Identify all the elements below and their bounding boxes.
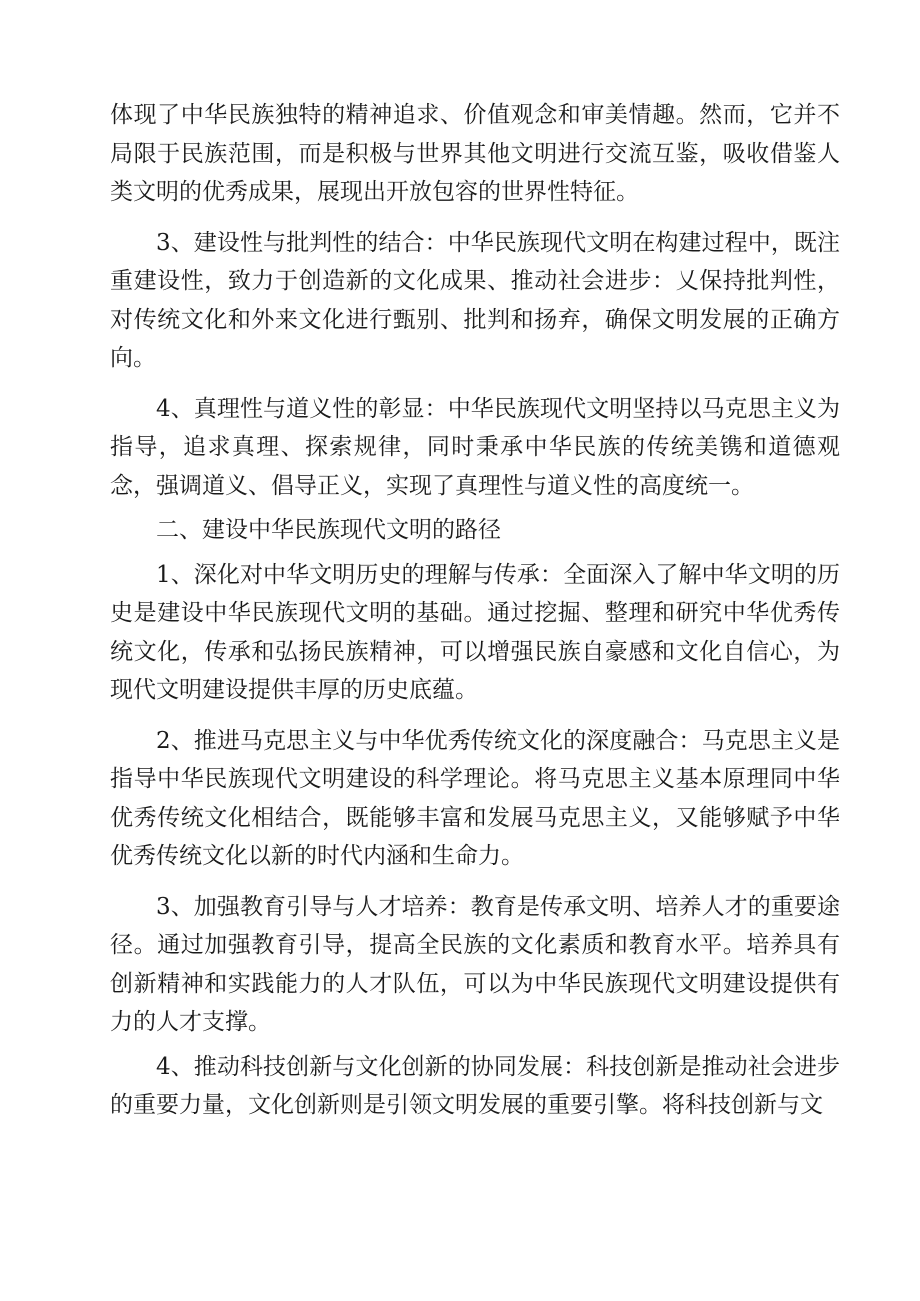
document-body xyxy=(110,96,840,1125)
section-heading-paths: 二、建设中华民族现代文明的路径 xyxy=(156,517,501,543)
paragraph-path-innovation: 4、推动科技创新与文化创新的协同发展：科技创新是推动社会进步的重要力量，文化创新则是引领文明发展的重要引擎。将科技创新与文 xyxy=(110,1053,840,1118)
paragraph-continuation: 体现了中华民族独特的精神追求、价值观念和审美情趣。然而，它并不局限于民族范围，而是积极与世界其他文明进行交流互鉴，吸收借鉴人类文明的优秀成果，展现出开放包容的世界性特征。 xyxy=(110,102,840,205)
paragraph-path-history: 1、深化对中华文明历史的理解与传承：全面深入了解中华文明的历史是建设中华民族现代文明的基础。通过挖掘、整理和研究中华优秀传统文化，传承和弘扬民族精神，可以增强民族自豪感和文化自信心，为现代文明建设提供丰厚的历史底蕴。 xyxy=(110,561,840,703)
paragraph-truth-morality: 4、真理性与道义性的彰显：中华民族现代文明坚持以马克思主义为指导，追求真理、探索规律，同时秉承中华民族的传统美镌和道德观念，强调道义、倡导正义，实现了真理性与道义性的高度统一。 xyxy=(110,395,840,499)
paragraph-path-marxism: 2、推进马克思主义与中华优秀传统文化的深度融合：马克思主义是指导中华民族现代文明建设的科学理论。将马克思主义基本原理同中华优秀传统文化相结合，既能够丰富和发展马克思主义，又能够赋予中华优秀传统文化以新的时代内涵和生命力。 xyxy=(110,727,840,869)
paragraph-constructive-critical: 3、建设性与批判性的结合：中华民族现代文明在构建过程中，既注重建设性，致力于创造新的文化成果、推动社会进步：乂保持批判性，对传统文化和外来文化进行甄别、批判和扬弃，确保文明发展的正确方向。 xyxy=(110,229,840,371)
paragraph-path-education: 3、加强教育引导与人才培养：教育是传承文明、培养人才的重要途径。通过加强教育引导，提高全民族的文化素质和教育水平。培养具有创新精神和实践能力的人才队伍，可以为中华民族现代文明建设提供有力的人才支撑。 xyxy=(110,893,840,1035)
